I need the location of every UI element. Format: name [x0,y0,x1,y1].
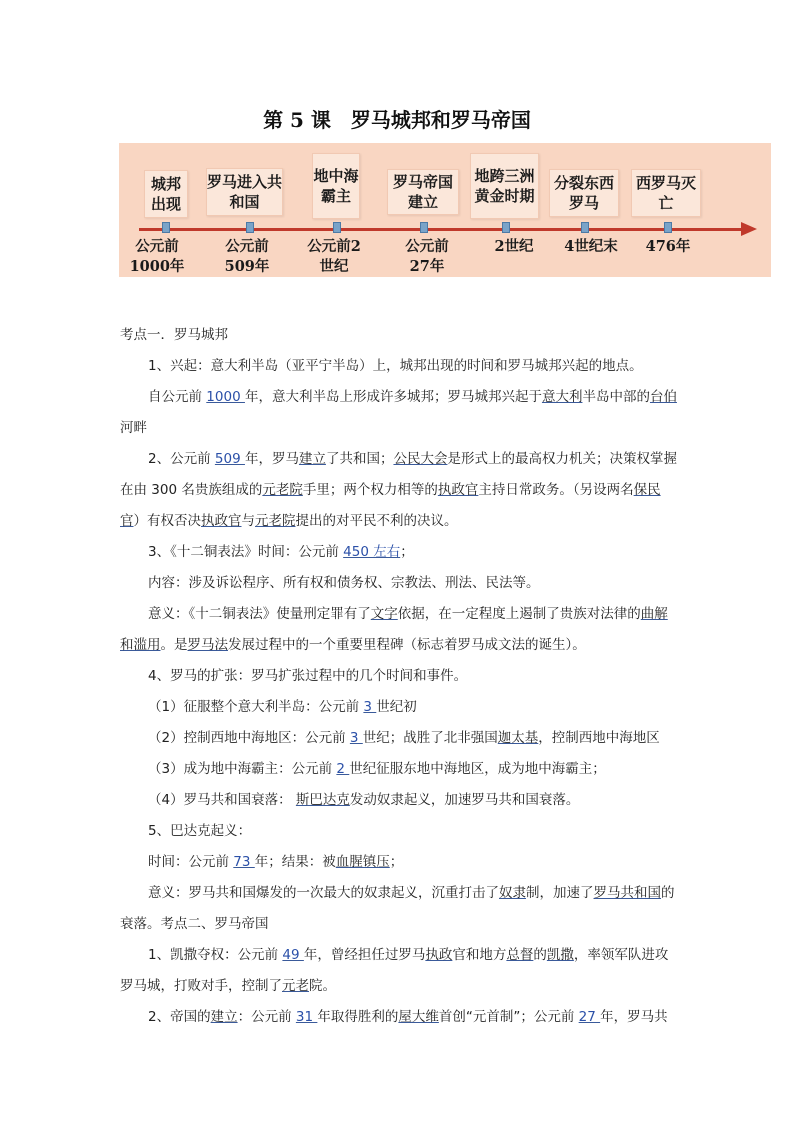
underlined-answer: 执政官 [437,482,479,498]
timeline-event-date: 4世纪末 [564,238,618,255]
underlined-answer: 保民官 [120,482,661,529]
underlined-answer: 509 [214,451,245,467]
timeline-event-label: 罗马帝国建立 [387,169,459,215]
underlined-answer: 2 [336,761,350,777]
underlined-answer: 27 [578,1009,601,1025]
timeline-banner [119,143,771,277]
text-run: ：公元前 [237,1009,296,1025]
timeline-tick [581,222,589,233]
paragraph [120,847,680,878]
text-run: 考点一．罗马城邦 [120,327,228,343]
underlined-answer: 建立 [298,451,326,467]
text-run: 自公元前 [148,389,207,405]
paragraph [120,940,680,1002]
paragraph [120,816,680,847]
timeline-tick [246,222,254,233]
paragraph [120,382,680,444]
underlined-answer: 总督 [506,947,534,963]
paragraph [120,351,680,382]
underlined-answer: 奴隶 [499,885,526,901]
underlined-answer: 屋大维 [398,1009,439,1025]
underlined-answer: 文字 [370,606,398,622]
text-run: 半岛中部的 [582,389,650,405]
underlined-answer: 1000 [206,389,245,405]
timeline-event-date: 公元前27年 [405,238,449,275]
underlined-answer: 凯撒 [546,947,574,963]
timeline-event-label: 分裂东西罗马 [549,169,619,217]
paragraph [120,537,680,568]
text-run: （3）成为地中海霸主：公元前 [148,761,337,777]
paragraph [120,444,680,537]
text-run: 世纪征服东地中海地区，成为地中海霸主； [349,761,606,777]
underlined-answer: 曲解和滥用 [120,606,668,653]
timeline-event-date: 公元前509年 [224,238,270,275]
underlined-answer: 执政官 [201,513,242,529]
text-run: 1、凯撒夺权：公元前 [148,947,283,963]
text-run: 2、帝国的 [148,1009,211,1025]
text-run: 世纪；战胜了北非强国 [362,730,498,746]
timeline-tick [502,222,510,233]
underlined-answer: 元老 [282,978,309,994]
text-run: 。是 [160,637,188,653]
text-run: 制，加速了 [526,885,594,901]
timeline-tick [420,222,428,233]
text-run: 1、兴起：意大利半岛（亚平宁半岛）上，城邦出现的时间和罗马城邦兴起的地点。 [148,358,643,374]
text-run: ，控制西地中海地区 [538,730,660,746]
timeline-event-date: 2世纪 [494,238,534,255]
text-run: 年，罗马共 [600,1009,668,1025]
text-run: 年，意大利半岛上形成许多城邦；罗马城邦兴起于 [244,389,542,405]
text-run: 河畔 [120,420,147,436]
timeline-tick [664,222,672,233]
underlined-answer: 元老院 [255,513,296,529]
page-title: 第 5 课 罗马城邦和罗马帝国 [263,108,531,132]
text-run: （2）控制西地中海地区：公元前 [148,730,350,746]
text-run: ； [389,854,404,870]
document-body [120,320,680,1033]
underlined-answer: 罗马法 [187,637,228,653]
underlined-answer: 台伯 [649,389,677,405]
text-run: 的衰落。考点二、罗马帝国 [120,885,675,932]
underlined-answer: 血腥镇压 [335,854,390,870]
timeline-event-date: 公元前1000年 [129,238,185,275]
underlined-answer: 斯巴达克 [295,792,350,808]
text-run: 手里；两个权力相等的 [302,482,438,498]
text-run: 了共和国； [325,451,394,467]
text-run: （1）征服整个意大利半岛：公元前 [148,699,364,715]
paragraph [120,568,680,599]
arrow-head-icon [741,222,757,236]
text-run: 年，罗马 [244,451,299,467]
timeline-event-date: 公元前2世纪 [307,238,361,275]
underlined-answer: 公民大会 [393,451,448,467]
underlined-answer: 450 左右 [343,544,401,560]
text-run: ； [400,544,414,560]
text-run: （4）罗马共和国衰落： [148,792,296,808]
text-run: 官和地方 [452,947,507,963]
timeline-axis [139,228,749,231]
text-run: 时间：公元前 [148,854,234,870]
underlined-answer: 迦太基 [497,730,539,746]
paragraph [120,599,680,661]
timeline-event-label: 西罗马灭亡 [631,169,701,217]
timeline-tick [162,222,170,233]
timeline-event-label: 地跨三洲黄金时期 [470,153,539,219]
text-run: 提出的对平民不利的决议。 [295,513,458,529]
timeline-tick [333,222,341,233]
paragraph [120,785,680,816]
timeline-event-label: 地中海霸主 [312,153,360,219]
underlined-answer: 31 [295,1009,318,1025]
timeline-event-label: 罗马进入共和国 [206,168,283,216]
underlined-answer: 执政 [425,947,453,963]
underlined-answer: 罗马共和国 [593,885,661,901]
text-run: 意义：罗马共和国爆发的一次最大的奴隶起义，沉重打击了 [148,885,499,901]
underlined-answer: 意大利 [541,389,583,405]
text-run: 发展过程中的一个重要里程碑（标志着罗马成文法的诞生）。 [228,637,586,653]
paragraph [120,692,680,723]
underlined-answer: 49 [282,947,304,963]
text-run: 年；结果：被 [254,854,336,870]
paragraph [120,723,680,754]
paragraph [120,1002,680,1033]
paragraph [120,320,680,351]
text-run: 意义：《十二铜表法》使量刑定罪有了 [148,606,371,622]
text-run: 年取得胜利的 [317,1009,399,1025]
underlined-answer: 元老院 [262,482,303,498]
text-run: 年，曾经担任过罗马 [303,947,426,963]
text-run: 2、公元前 [148,451,215,467]
text-run: ）有权否决 [133,513,201,529]
text-run: 主持日常政务。（另设两名 [478,482,634,498]
timeline-event-label: 城邦出现 [144,170,188,218]
text-run: 3、《十二铜表法》时间：公元前 [148,544,344,560]
underlined-answer: 建立 [210,1009,238,1025]
text-run: 首创“元首制”；公元前 [438,1009,579,1025]
underlined-answer: 3 [349,730,363,746]
text-run: 与 [241,513,255,529]
text-run: 院。 [309,978,336,994]
text-run: 依据，在一定程度上遏制了贵族对法律的 [397,606,641,622]
text-run: 的 [533,947,547,963]
paragraph [120,878,680,940]
paragraph [120,661,680,692]
underlined-answer: 73 [233,854,255,870]
text-run: 内容：涉及诉讼程序、所有权和债务权、宗教法、刑法、民法等。 [148,575,540,591]
text-run: 5、巴达克起义： [148,823,252,839]
text-run: ，率领军队进攻罗马城，打败对手，控制了 [120,947,669,994]
underlined-answer: 3 [363,699,377,715]
text-run: 4、罗马的扩张：罗马扩张过程中的几个时间和事件。 [148,668,468,684]
paragraph [120,754,680,785]
text-run: 世纪初 [376,699,417,715]
text-run: 发动奴隶起义，加速罗马共和国衰落。 [349,792,580,808]
timeline-event-date: 476年 [645,238,691,255]
text-run: 是形式上的最高权力机关；决策权掌握在由 300 名贵族组成的 [120,451,677,498]
